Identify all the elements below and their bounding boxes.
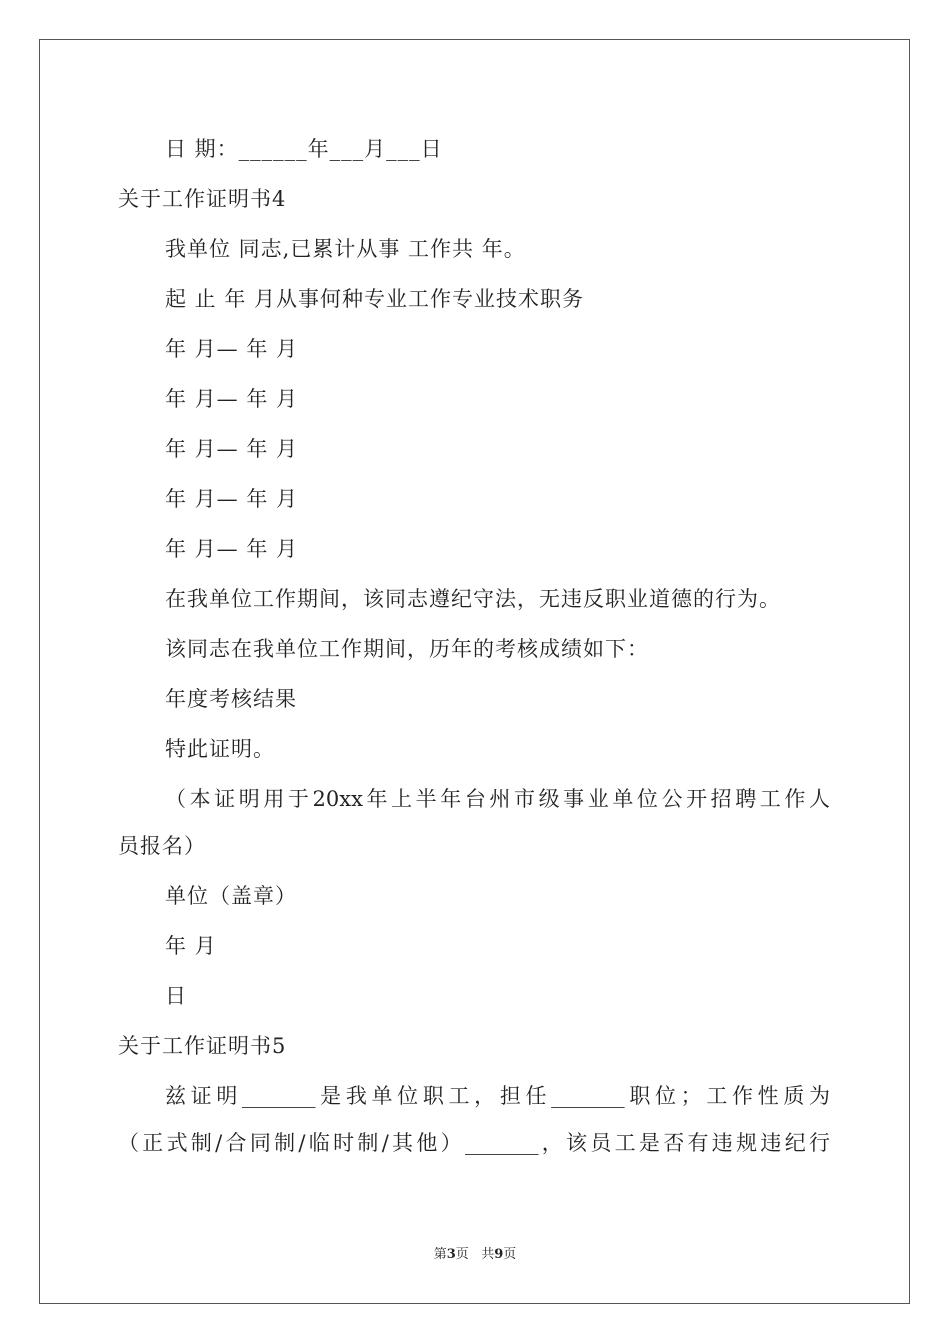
paragraph-line: 特此证明。 bbox=[165, 737, 275, 761]
paragraph-line: 年度考核结果 bbox=[165, 687, 297, 711]
period-line: 年 月— 年 月 bbox=[165, 537, 299, 561]
footer-suffix: 页 bbox=[503, 1247, 517, 1262]
section-heading-4: 关于工作证明书4 bbox=[118, 187, 287, 211]
paragraph-line: （正式制/合同制/临时制/其他）_______，该员工是否有违规违纪行 bbox=[118, 1131, 830, 1155]
period-line: 年 月— 年 月 bbox=[165, 387, 299, 411]
signature-unit-line: 单位（盖章） bbox=[165, 884, 297, 908]
footer-current-page: 3 bbox=[446, 1247, 456, 1262]
paragraph-line: 员报名） bbox=[118, 834, 206, 858]
paragraph-line: 我单位 同志,已累计从事 工作共 年。 bbox=[165, 237, 526, 261]
paragraph-line: （本证明用于20xx年上半年台州市级事业单位公开招聘工作人 bbox=[165, 787, 830, 811]
date-line: 日 期：______年___月___日 bbox=[165, 137, 443, 161]
period-line: 年 月— 年 月 bbox=[165, 487, 299, 511]
paragraph-line: 起 止 年 月从事何种专业工作专业技术职务 bbox=[165, 287, 585, 311]
paragraph-line: 该同志在我单位工作期间，历年的考核成绩如下： bbox=[165, 637, 649, 661]
signature-date-line: 年 月 bbox=[165, 934, 217, 958]
page-border bbox=[39, 39, 910, 1304]
paragraph-line: 在我单位工作期间，该同志遵纪守法，无违反职业道德的行为。 bbox=[165, 587, 781, 611]
paragraph-line: 兹证明_______是我单位职工，担任_______职位；工作性质为 bbox=[165, 1084, 830, 1108]
footer-mid: 页 共 bbox=[455, 1247, 495, 1262]
period-line: 年 月— 年 月 bbox=[165, 437, 299, 461]
section-heading-5: 关于工作证明书5 bbox=[118, 1034, 287, 1058]
signature-day-line: 日 bbox=[165, 984, 187, 1008]
footer-prefix: 第 bbox=[433, 1247, 447, 1262]
period-line: 年 月— 年 月 bbox=[165, 337, 299, 361]
page-footer bbox=[0, 1245, 950, 1265]
footer-total-pages: 9 bbox=[494, 1247, 504, 1262]
